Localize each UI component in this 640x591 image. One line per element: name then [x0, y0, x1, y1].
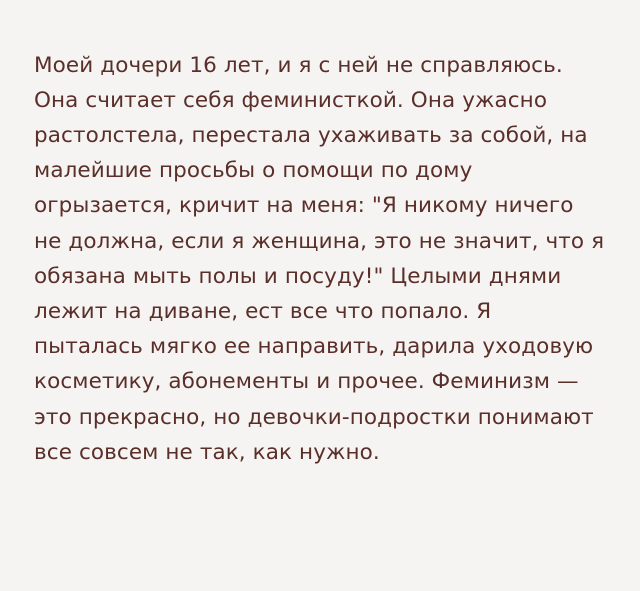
- post-body-text: Моей дочери 16 лет, и я с ней не справляюсь. Она считает себя феминисткой. Она ужасно растолстела, перестала ухаживать за собой, на малейшие просьбы о помощи по дому огрызается, кричит на меня: "Я никому ничего не должна, если я женщина, это не значит, что я обязана мыть полы и посуду!" Целыми днями лежит на диване, ест все что попало. Я пыталась мягко ее направить, дарила уходовую косметику, абонементы и прочее. Феминизм — это прекрасно, но девочки-подростки понимают все совсем не так, как нужно.: [34, 52, 612, 465]
